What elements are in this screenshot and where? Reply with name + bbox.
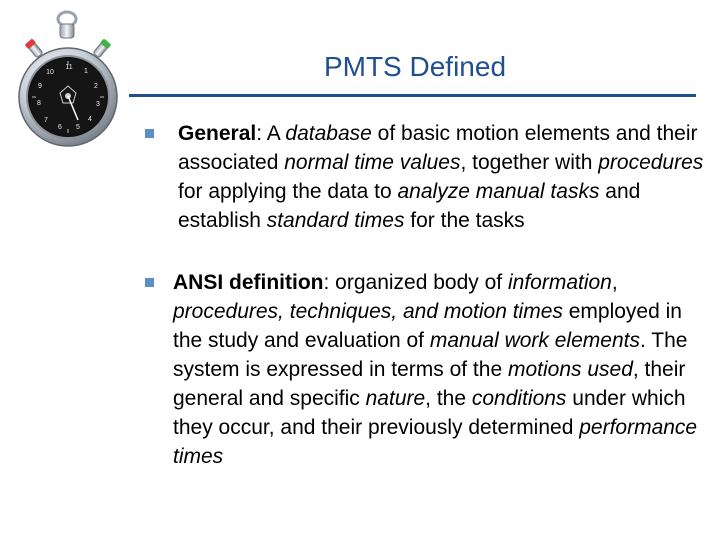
- dial-number: 2: [94, 83, 98, 90]
- slide-title: PMTS Defined: [323, 51, 507, 82]
- bullet-segment: procedures: [598, 151, 704, 174]
- bullet-segment: procedures, techniques, and motion times: [173, 300, 563, 323]
- bullet-segment: ,: [611, 271, 618, 294]
- bullet-segment: , their general and specific: [173, 358, 686, 410]
- bullet-segment: . The system is expressed in terms of the: [173, 329, 688, 381]
- bullet-segment: : organized body of: [323, 271, 508, 294]
- dial-number: 4: [88, 116, 92, 123]
- bullet-ansi-definition: [145, 268, 705, 471]
- bullet-segment: of basic motion elements and their associated: [178, 122, 698, 174]
- bullet-segment: and establish: [178, 180, 641, 232]
- bullet-term: General: [178, 122, 257, 145]
- bullet-segment: normal time values: [284, 151, 461, 174]
- bullet-segment: nature: [365, 387, 426, 410]
- bullet-segment: conditions: [471, 387, 567, 410]
- dial-number: 11: [65, 64, 73, 71]
- bullet-segment: for applying the data to: [178, 180, 398, 203]
- bullet-segment: motions used: [507, 358, 633, 381]
- bullet-term: ANSI definition: [173, 271, 324, 294]
- bullet-segment: manual work elements: [429, 329, 640, 352]
- square-bullet-icon: [145, 129, 154, 138]
- bullet-text: [173, 268, 705, 471]
- dial-number: 10: [46, 69, 54, 76]
- dial-number: 5: [76, 124, 80, 131]
- bullet-segment: under which they occur, and their previously determined: [173, 387, 686, 439]
- bullet-segment: , the: [425, 387, 472, 410]
- dial-number: 3: [96, 101, 100, 108]
- bullet-segment: , together with: [460, 151, 599, 174]
- bullet-segment: performance times: [173, 416, 698, 468]
- title-underline: [129, 94, 696, 97]
- bullet-segment: analyze manual tasks: [397, 180, 600, 203]
- bullet-text: [178, 119, 705, 235]
- bullet-general: [145, 119, 705, 235]
- dial-number: 8: [37, 100, 41, 107]
- bullet-segment: for the tasks: [404, 209, 525, 232]
- dial-number: 9: [38, 83, 42, 90]
- bullet-segment: information: [507, 271, 612, 294]
- dial-number: 7: [44, 117, 48, 124]
- bullet-segment: database: [285, 122, 372, 145]
- stopwatch-icon: [14, 8, 124, 168]
- bullet-segment: standard times: [266, 209, 405, 232]
- bullet-segment: employed in the study and evaluation of: [173, 300, 682, 352]
- bullet-segment: : A: [256, 122, 286, 145]
- dial-number: 6: [58, 124, 62, 131]
- square-bullet-icon: [145, 278, 154, 287]
- dial-number: 1: [84, 68, 88, 75]
